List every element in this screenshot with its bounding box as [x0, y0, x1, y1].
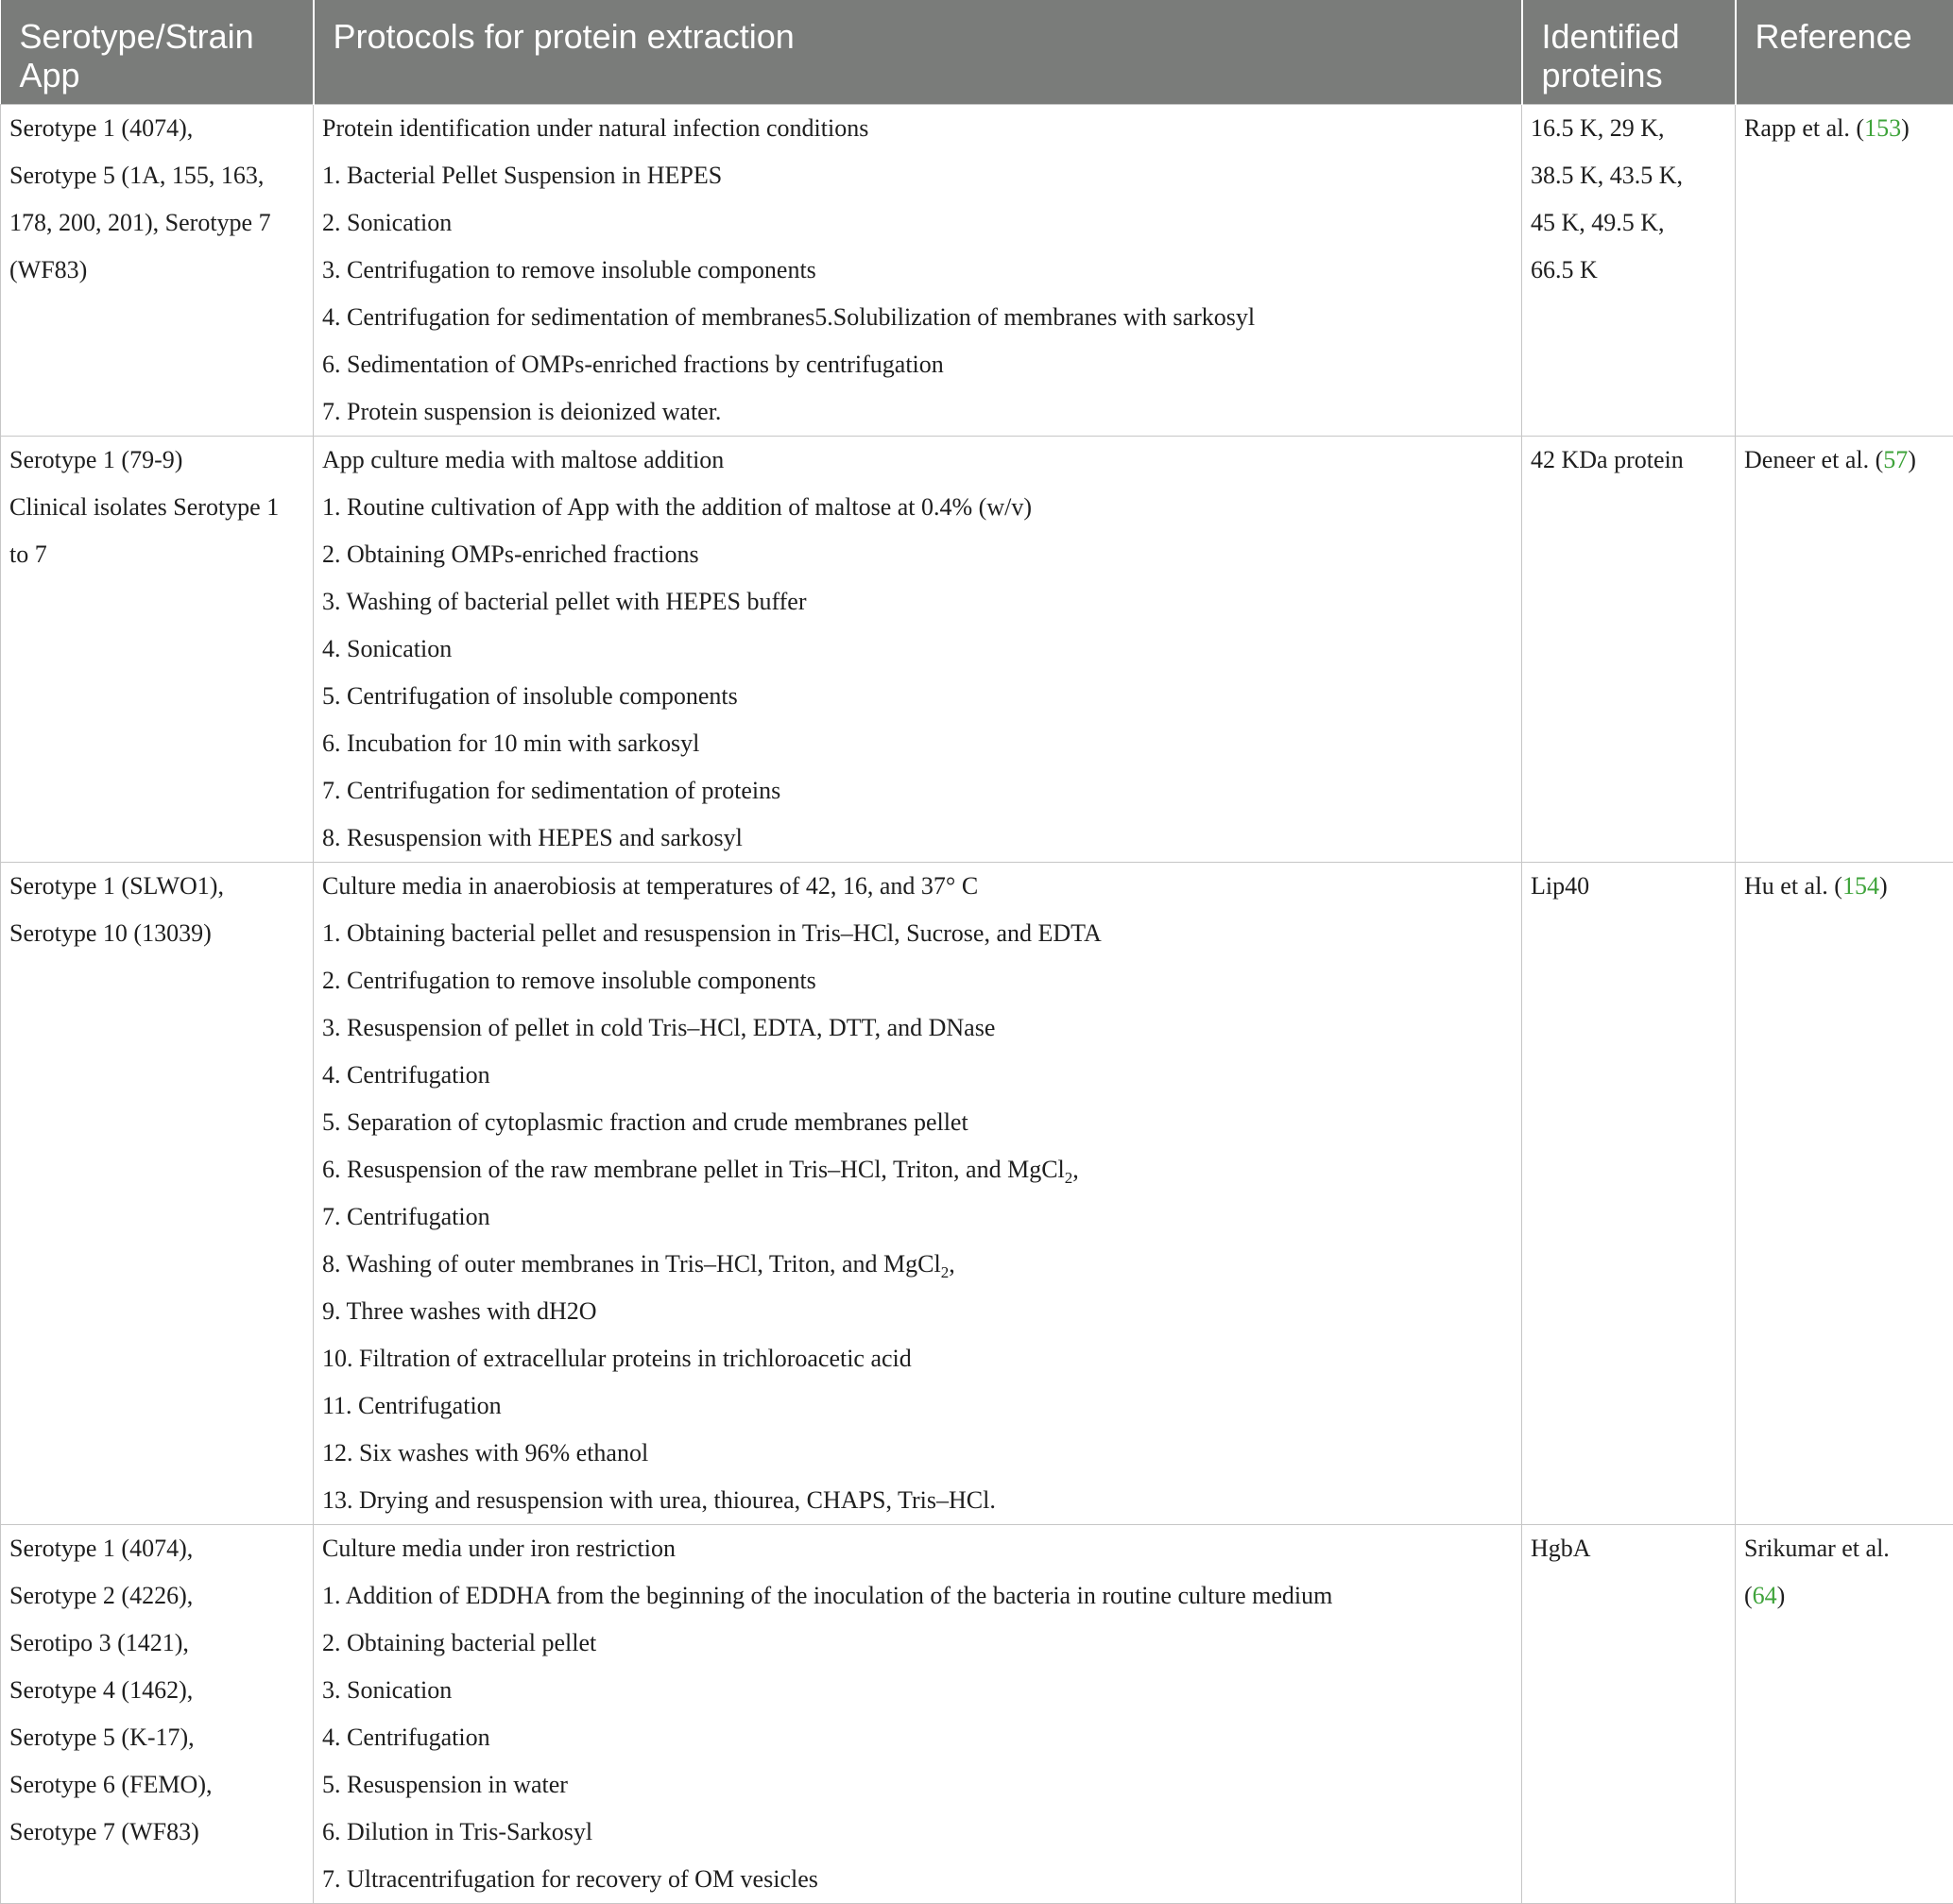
table-row — [1, 863, 1953, 1525]
proteins-cell — [1522, 105, 1736, 437]
proteins-cell — [1522, 437, 1736, 863]
reference-citation — [1744, 437, 1944, 484]
protocol-step: 1. Obtaining bacterial pellet and resuspension in Tris–HCl, Sucrose, and EDTA — [322, 910, 1512, 957]
protocol-step: 1. Routine cultivation of App with the addition of maltose at 0.4% (w/v) — [322, 484, 1512, 531]
reference-author: Hu et al. ( — [1744, 872, 1842, 900]
strain-cell — [1, 1525, 314, 1904]
reference-cell — [1736, 863, 1953, 1525]
reference-paren: ) — [1879, 872, 1888, 900]
reference-paren: ) — [1777, 1582, 1786, 1609]
reference-citation — [1744, 105, 1944, 152]
reference-cell — [1736, 105, 1953, 437]
strain-line: (WF83) — [9, 247, 303, 294]
strain-line: Serotype 1 (79-9) — [9, 437, 303, 484]
protocol-step: 3. Washing of bacterial pellet with HEPES buffer — [322, 578, 1512, 626]
step-tail: , — [949, 1250, 955, 1278]
table-row — [1, 437, 1953, 863]
protocol-step: 1. Bacterial Pellet Suspension in HEPES — [322, 152, 1512, 199]
strain-line: to 7 — [9, 531, 303, 578]
strain-cell — [1, 863, 314, 1525]
protocol-step: 13. Drying and resuspension with urea, thiourea, CHAPS, Tris–HCl. — [322, 1477, 1512, 1524]
protocol-cell — [314, 863, 1522, 1525]
protocol-step: 2. Sonication — [322, 199, 1512, 247]
strain-line: Serotype 1 (SLWO1), — [9, 863, 303, 910]
protein-line: Lip40 — [1531, 863, 1725, 910]
strain-line: Serotype 4 (1462), — [9, 1667, 303, 1714]
strain-line: Clinical isolates Serotype 1 — [9, 484, 303, 531]
reference-citation — [1744, 1572, 1944, 1620]
protein-line: HgbA — [1531, 1525, 1725, 1572]
step-text: 6. Resuspension of the raw membrane pellet in Tris–HCl, Triton, and MgCl — [322, 1156, 1065, 1183]
protocol-step — [322, 1241, 1512, 1288]
protocol-step: 6. Incubation for 10 min with sarkosyl — [322, 720, 1512, 767]
reference-link[interactable]: 154 — [1842, 872, 1879, 900]
protocol-title: Culture media in anaerobiosis at temperatures of 42, 16, and 37° C — [322, 863, 1512, 910]
protein-line: 42 KDa protein — [1531, 437, 1725, 484]
strain-line: Serotype 7 (WF83) — [9, 1809, 303, 1856]
proteins-cell — [1522, 863, 1736, 1525]
protocol-title: Protein identification under natural infection conditions — [322, 105, 1512, 152]
protein-line: 66.5 K — [1531, 247, 1725, 294]
protocol-step: 10. Filtration of extracellular proteins in trichloroacetic acid — [322, 1335, 1512, 1382]
protocol-step: 2. Centrifugation to remove insoluble components — [322, 957, 1512, 1004]
protocol-step: 5. Resuspension in water — [322, 1761, 1512, 1809]
protocol-step: 8. Resuspension with HEPES and sarkosyl — [322, 815, 1512, 862]
strain-line: Serotype 2 (4226), — [9, 1572, 303, 1620]
protocol-step: 7. Ultracentrifugation for recovery of OM vesicles — [322, 1856, 1512, 1903]
reference-paren: ) — [1908, 446, 1916, 473]
protocol-step: 3. Sonication — [322, 1667, 1512, 1714]
strain-line: Serotipo 3 (1421), — [9, 1620, 303, 1667]
protein-line: 38.5 K, 43.5 K, — [1531, 152, 1725, 199]
header-row — [1, 0, 1953, 105]
protocol-cell — [314, 437, 1522, 863]
protocol-cell — [314, 105, 1522, 437]
protocol-step: 9. Three washes with dH2O — [322, 1288, 1512, 1335]
reference-author: Rapp et al. ( — [1744, 114, 1864, 142]
protocol-step: 4. Centrifugation — [322, 1714, 1512, 1761]
protocol-step — [322, 1146, 1512, 1193]
reference-cell — [1736, 437, 1953, 863]
strain-line: Serotype 1 (4074), — [9, 1525, 303, 1572]
reference-author-line: Srikumar et al. — [1744, 1525, 1944, 1572]
header-protocols: Protocols for protein extraction — [314, 0, 1522, 105]
header-proteins: Identified proteins — [1522, 0, 1736, 105]
protocol-step: 6. Sedimentation of OMPs-enriched fractions by centrifugation — [322, 341, 1512, 388]
strain-line: Serotype 6 (FEMO), — [9, 1761, 303, 1809]
strain-line: Serotype 1 (4074), — [9, 105, 303, 152]
header-reference: Reference — [1736, 0, 1953, 105]
protein-line: 45 K, 49.5 K, — [1531, 199, 1725, 247]
strain-cell — [1, 437, 314, 863]
table-row — [1, 1525, 1953, 1904]
step-text: 8. Washing of outer membranes in Tris–HCl, Triton, and MgCl — [322, 1250, 941, 1278]
protocol-step: 6. Dilution in Tris-Sarkosyl — [322, 1809, 1512, 1856]
protocol-title: Culture media under iron restriction — [322, 1525, 1512, 1572]
protocol-step: 4. Sonication — [322, 626, 1512, 673]
reference-link[interactable]: 64 — [1753, 1582, 1777, 1609]
subscript: 2 — [1065, 1169, 1073, 1187]
protocol-step: 12. Six washes with 96% ethanol — [322, 1430, 1512, 1477]
header-strain: Serotype/Strain App — [1, 0, 314, 105]
protocol-step: 3. Centrifugation to remove insoluble components — [322, 247, 1512, 294]
step-tail: , — [1072, 1156, 1079, 1183]
protocol-cell — [314, 1525, 1522, 1904]
protocol-step: 7. Centrifugation for sedimentation of proteins — [322, 767, 1512, 815]
reference-link[interactable]: 153 — [1864, 114, 1901, 142]
strain-cell — [1, 105, 314, 437]
proteins-cell — [1522, 1525, 1736, 1904]
protocol-step: 7. Centrifugation — [322, 1193, 1512, 1241]
strain-line: Serotype 5 (K-17), — [9, 1714, 303, 1761]
protocol-step: 7. Protein suspension is deionized water. — [322, 388, 1512, 436]
reference-cell — [1736, 1525, 1953, 1904]
strain-line: Serotype 10 (13039) — [9, 910, 303, 957]
reference-author: Deneer et al. ( — [1744, 446, 1883, 473]
reference-citation — [1744, 863, 1944, 910]
strain-line: Serotype 5 (1A, 155, 163, — [9, 152, 303, 199]
protocol-step: 1. Addition of EDDHA from the beginning of the inoculation of the bacteria in routine culture medium — [322, 1572, 1512, 1620]
reference-paren: ( — [1744, 1582, 1753, 1609]
protocol-step: 2. Obtaining bacterial pellet — [322, 1620, 1512, 1667]
protocol-step: 5. Centrifugation of insoluble components — [322, 673, 1512, 720]
protocol-step: 11. Centrifugation — [322, 1382, 1512, 1430]
subscript: 2 — [941, 1263, 950, 1281]
reference-link[interactable]: 57 — [1883, 446, 1908, 473]
protocol-step: 3. Resuspension of pellet in cold Tris–HCl, EDTA, DTT, and DNase — [322, 1004, 1512, 1052]
protocol-step: 4. Centrifugation for sedimentation of membranes5.Solubilization of membranes with sarkosyl — [322, 294, 1512, 341]
protocol-step: 5. Separation of cytoplasmic fraction and crude membranes pellet — [322, 1099, 1512, 1146]
protocol-step: 2. Obtaining OMPs-enriched fractions — [322, 531, 1512, 578]
reference-paren: ) — [1901, 114, 1910, 142]
protocol-step: 4. Centrifugation — [322, 1052, 1512, 1099]
strain-line: 178, 200, 201), Serotype 7 — [9, 199, 303, 247]
table-row — [1, 105, 1953, 437]
protocol-title: App culture media with maltose addition — [322, 437, 1512, 484]
protein-line: 16.5 K, 29 K, — [1531, 105, 1725, 152]
